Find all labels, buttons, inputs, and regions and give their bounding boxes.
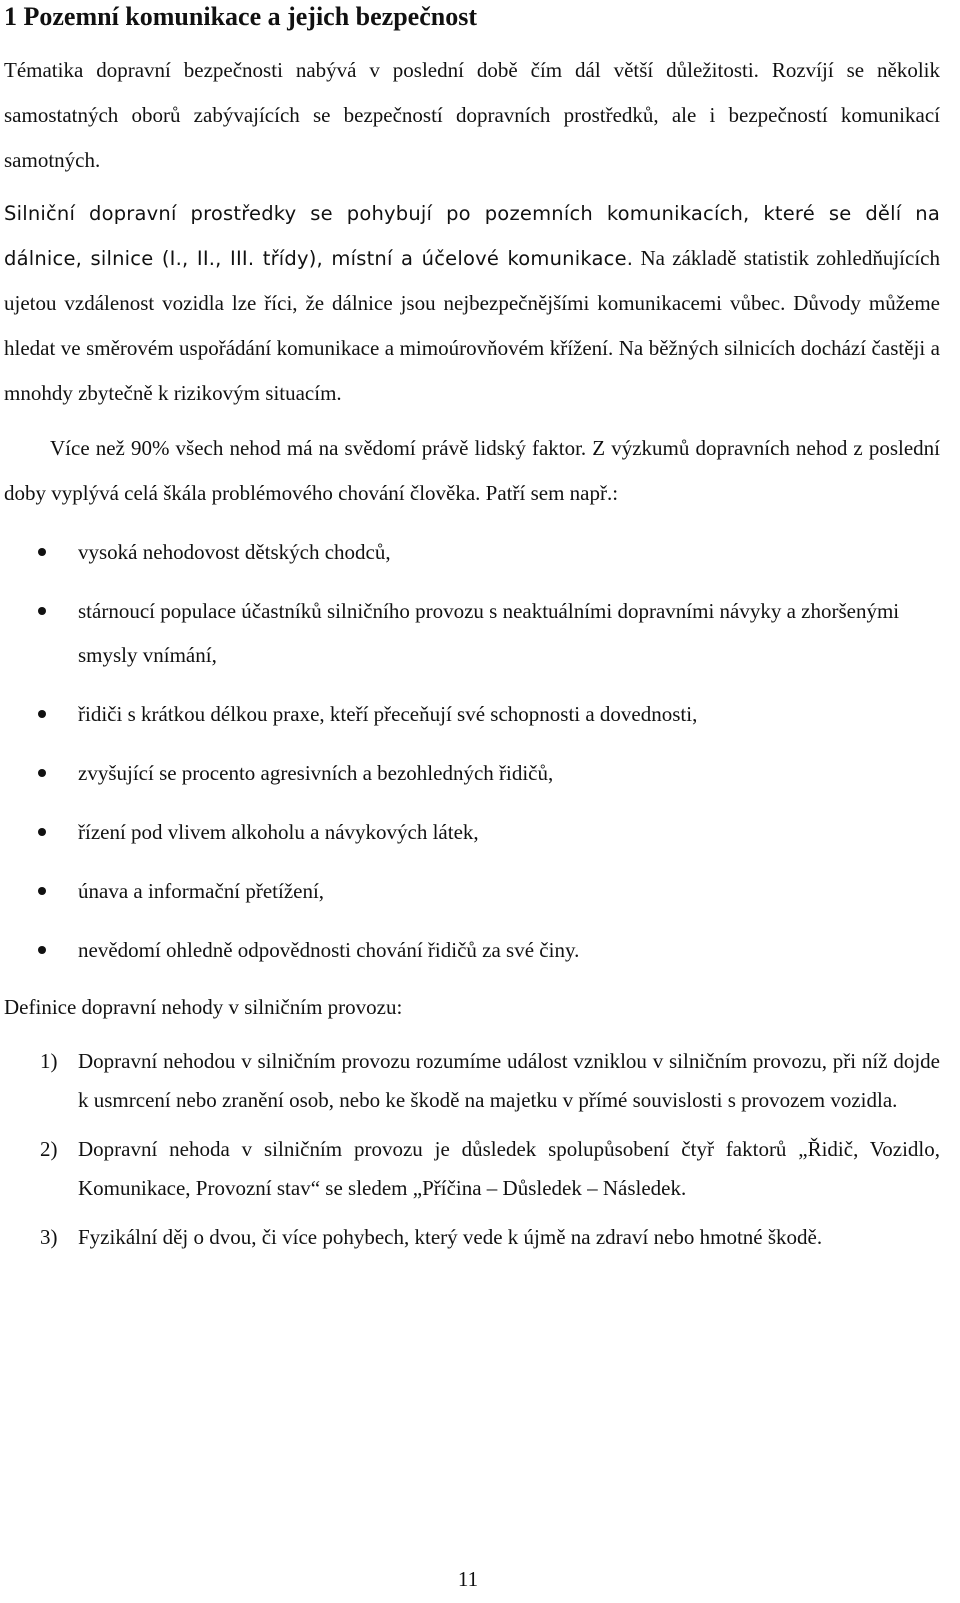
list-item (4, 530, 940, 574)
list-item (4, 589, 940, 677)
definition-number: 2) (40, 1137, 58, 1161)
bullet-icon (38, 710, 46, 718)
definition-number: 1) (40, 1049, 58, 1073)
definition-text: Dopravní nehoda v silničním provozu je důsledek spolupůsobení čtyř faktorů „Řidič, Vozidlo, Komunikace, Provozní stav“ se sledem „Příčina – Důsledek – Následek. (78, 1137, 940, 1200)
problem-behaviour-list (4, 530, 940, 972)
list-item (4, 751, 940, 795)
paragraph-roads (4, 191, 940, 416)
bullet-icon (38, 946, 46, 954)
paragraph-roads-serif-part: Na základě statistik zohledňujících ujetou vzdálenost vozidla lze říci, že dálnice jsou nejbezpečnějšími komunikacemi vůbec. Důvody můžeme hledat ve směrovém uspořádání komunikace a mimoúrovňovém křížení. Na běžných silnicích dochází častěji a mnohdy zbytečně k rizikovým situacím. (4, 246, 940, 405)
list-item-text: vysoká nehodovost dětských chodců, (78, 540, 391, 564)
list-item-text: stárnoucí populace účastníků silničního provozu s neaktuálními dopravními návyky a zhoršenými smysly vnímání, (78, 599, 900, 667)
list-item-text: zvyšující se procento agresivních a bezohledných řidičů, (78, 761, 554, 785)
bullet-icon (38, 887, 46, 895)
definition-item (4, 1042, 940, 1120)
list-item-text: řidiči s krátkou délkou praxe, kteří přeceňují své schopnosti a dovednosti, (78, 702, 698, 726)
definition-list (4, 1042, 940, 1257)
paragraph-intro: Tématika dopravní bezpečnosti nabývá v poslední době čím dál větší důležitosti. Rozvíjí se několik samostatných oborů zabývajících se bezpečností dopravních prostředků, ale i bezpečností komunikací samotných. (4, 58, 940, 172)
definition-text: Dopravní nehodou v silničním provozu rozumíme událost vzniklou v silničním provozu, při níž dojde k usmrcení nebo zranění osob, nebo ke škodě na majetku v přímé souvislosti s provozem vozidla. (78, 1049, 940, 1112)
definition-item (4, 1130, 940, 1208)
definition-heading: Definice dopravní nehody v silničním provozu: (4, 995, 403, 1019)
definition-item (4, 1218, 940, 1257)
list-item-text: nevědomí ohledně odpovědnosti chování řidičů za své činy. (78, 938, 580, 962)
definition-number: 3) (40, 1225, 58, 1249)
list-item (4, 928, 940, 972)
page-content (4, 0, 940, 1267)
list-item (4, 692, 940, 736)
list-item-text: únava a informační přetížení, (78, 879, 325, 903)
definition-text: Fyzikální děj o dvou, či více pohybech, který vede k újmě na zdraví nebo hmotné škodě. (78, 1225, 823, 1249)
page-number: 11 (457, 1567, 479, 1591)
list-item (4, 869, 940, 913)
bullet-icon (38, 548, 46, 556)
list-item (4, 810, 940, 854)
paragraph-roads-sans-part: Silniční dopravní prostředky se pohybují po pozemních komunikacích, které se dělí na dálnice, silnice (I., II., III. třídy), místní a účelové komunikace. (4, 202, 940, 270)
paragraph-human-factor: Více než 90% všech nehod má na svědomí právě lidský faktor. Z výzkumů dopravních nehod z poslední doby vyplývá celá škála problémového chování člověka. Patří sem např.: (4, 436, 940, 505)
bullet-icon (38, 607, 46, 615)
list-item-text: řízení pod vlivem alkoholu a návykových látek, (78, 820, 479, 844)
chapter-heading: 1 Pozemní komunikace a jejich bezpečnost (4, 2, 478, 31)
bullet-icon (38, 769, 46, 777)
bullet-icon (38, 828, 46, 836)
